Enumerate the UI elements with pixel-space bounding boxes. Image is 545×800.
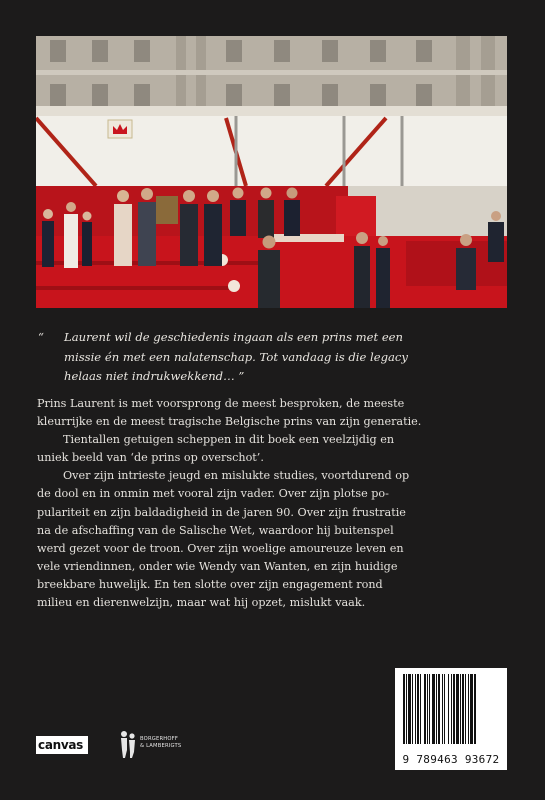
publisher-figures-icon	[118, 730, 138, 760]
blurb-line: werd gezet voor de troon. Over zijn woelige amoureuze leven en	[37, 541, 404, 555]
blurb-line: de dool en in onmin met vooral zijn vader. Over zijn plotse po-	[37, 487, 389, 501]
blurb-line: Over zijn intrieste jeugd en mislukte studies, voortdurend op	[63, 469, 410, 483]
pull-quote	[38, 328, 498, 387]
canvas-logo-text: canvas	[38, 738, 84, 752]
blurb-line: Tientallen getuigen scheppen in dit boek een veelzijdig en	[63, 433, 395, 447]
publisher-name-line2: & LAMBERIGTS	[140, 743, 182, 749]
blurb-line: pulariteit en zijn baldadigheid in de jaren 90. Over zijn frustratie	[37, 505, 406, 519]
blurb-line: milieu en dierenwelzijn, maar wat hij opzet, mislukt vaak.	[37, 596, 366, 610]
blurb-line: uniek beeld van ‘de prins op overschot’.	[37, 451, 264, 465]
crown-icon	[108, 120, 132, 138]
quote-line: helaas niet indrukwekkend… ”	[64, 369, 245, 383]
canvas-logo	[36, 730, 92, 758]
quote-line: Laurent wil de geschiedenis ingaan als een prins met een	[64, 330, 404, 344]
blurb-line: na de afschaffing van de Salische Wet, waardoor hij buitenspel	[37, 523, 394, 537]
blurb-line: vele vriendinnen, onder wie Wendy van Wanten, en zijn huidige	[37, 559, 398, 573]
quote-line: missie én met een nalatenschap. Tot vandaag is die legacy	[64, 349, 408, 364]
isbn-digits: 9 789463 93672	[402, 753, 500, 766]
royal-tribune-illustration	[36, 36, 507, 308]
borgerhoff-lamberigts-logo	[118, 730, 208, 760]
blurb-line: breekbare huwelijk. En ten slotte over zijn engagement rond	[37, 577, 383, 591]
isbn-barcode	[395, 668, 507, 770]
barcode-bars	[401, 674, 501, 744]
cover-photo	[36, 36, 507, 308]
blurb-text	[37, 395, 507, 612]
blurb-line: Prins Laurent is met voorsprong de meest besproken, de meeste	[37, 397, 405, 410]
blurb-line: kleurrijke en de meest tragische Belgische prins van zijn generatie.	[37, 415, 422, 429]
quote-open-mark: “	[38, 330, 44, 344]
publisher-name-line1: BORGERHOFF	[140, 736, 179, 742]
